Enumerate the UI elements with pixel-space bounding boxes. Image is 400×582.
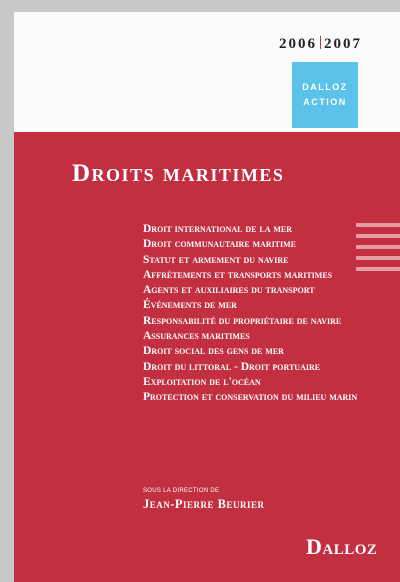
stripe <box>356 256 400 260</box>
topic-item: Affrètements et transports maritimes <box>143 268 333 281</box>
collection-line-2: ACTION <box>303 97 347 107</box>
stripe <box>356 245 400 249</box>
author-name: Jean-Pierre Beurier <box>143 497 265 511</box>
topic-item: Protection et conservation du milieu marin <box>143 391 358 404</box>
topic-item: Statut et armement du navire <box>143 253 289 266</box>
topic-item: Droit communautaire maritime <box>143 238 297 251</box>
topic-item: Responsabilité du propriétaire de navire <box>143 314 342 327</box>
direction-label: SOUS LA DIRECTION DE <box>143 488 220 494</box>
frame-left-bar <box>0 0 14 582</box>
topic-item: Droit social des gens de mer <box>143 345 284 358</box>
topics-list <box>143 222 357 406</box>
stripe <box>356 234 400 238</box>
stripe <box>356 267 400 271</box>
book-title: Droits maritimes <box>72 160 285 187</box>
stripe <box>356 223 400 227</box>
topic-item: Droit international de la mer <box>143 223 293 235</box>
topic-item: Agents et auxiliaires du transport <box>143 284 315 297</box>
topic-item: Assurances maritimes <box>143 330 250 343</box>
topic-item: Évènements de mer <box>143 299 237 312</box>
year-separator <box>320 36 321 49</box>
decorative-stripes <box>356 223 400 278</box>
year-start: 2006 <box>279 36 317 52</box>
edition-years <box>279 36 362 53</box>
topic-item: Exploitation de l'océan <box>143 375 261 388</box>
year-end: 2007 <box>324 36 362 52</box>
topic-item: Droit du littoral - Droit portuaire <box>143 360 321 373</box>
collection-line-1: DALLOZ <box>302 82 348 92</box>
frame-top-bar <box>0 0 400 12</box>
collection-badge <box>292 62 358 128</box>
publisher-logo: Dalloz <box>306 534 378 559</box>
